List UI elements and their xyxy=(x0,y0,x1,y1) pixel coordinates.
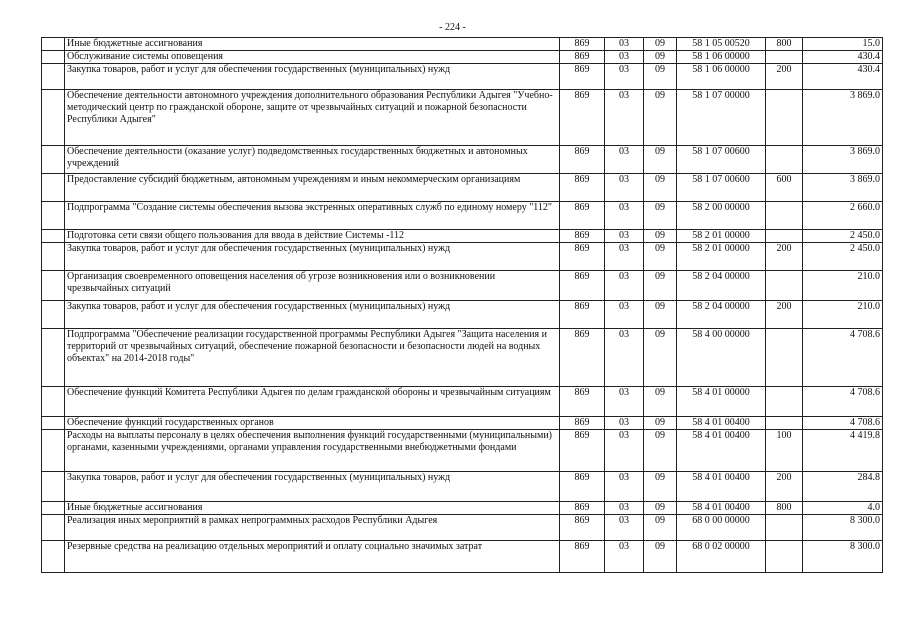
expense-type-cell: 600 xyxy=(766,174,803,202)
section-code-cell: 03 xyxy=(605,329,644,387)
subsection-code-cell: 09 xyxy=(644,51,677,64)
ministry-code-cell: 869 xyxy=(560,271,605,301)
amount-cell: 210.0 xyxy=(803,271,883,301)
empty-cell xyxy=(42,502,65,515)
amount-cell: 15.0 xyxy=(803,38,883,51)
target-article-cell: 58 1 07 00600 xyxy=(677,146,766,174)
subsection-code-cell: 09 xyxy=(644,38,677,51)
section-code-cell: 03 xyxy=(605,301,644,329)
item-name-cell: Иные бюджетные ассигнования xyxy=(65,502,560,515)
item-name-cell: Подпрограмма "Обеспечение реализации государственной программы Республики Адыгея "Защита населения и территорий от чрезвычайных ситуаций, обеспечение пожарной безопасности и безопасности людей на водных объектах" на 2014-2018 годы" xyxy=(65,329,560,387)
target-article-cell: 58 1 06 00000 xyxy=(677,64,766,90)
amount-cell: 4.0 xyxy=(803,502,883,515)
table-row xyxy=(42,146,883,174)
ministry-code-cell: 869 xyxy=(560,472,605,502)
table-row xyxy=(42,515,883,541)
target-article-cell: 58 4 01 00400 xyxy=(677,502,766,515)
ministry-code-cell: 869 xyxy=(560,64,605,90)
target-article-cell: 58 2 01 00000 xyxy=(677,243,766,271)
section-code-cell: 03 xyxy=(605,243,644,271)
target-article-cell: 58 4 00 00000 xyxy=(677,329,766,387)
target-article-cell: 58 4 01 00400 xyxy=(677,430,766,472)
subsection-code-cell: 09 xyxy=(644,243,677,271)
expense-type-cell: 200 xyxy=(766,301,803,329)
section-code-cell: 03 xyxy=(605,430,644,472)
item-name-cell: Обеспечение функций Комитета Республики Адыгея по делам гражданской обороны и чрезвычайным ситуациям xyxy=(65,387,560,417)
subsection-code-cell: 09 xyxy=(644,90,677,146)
ministry-code-cell: 869 xyxy=(560,174,605,202)
item-name-cell: Расходы на выплаты персоналу в целях обеспечения выполнения функций государственными (муниципальными) органами, казенными учреждениями, органами управления государственными внебюджетными фондами xyxy=(65,430,560,472)
section-code-cell: 03 xyxy=(605,541,644,573)
empty-cell xyxy=(42,202,65,230)
amount-cell: 4 708.6 xyxy=(803,329,883,387)
subsection-code-cell: 09 xyxy=(644,430,677,472)
target-article-cell: 58 4 01 00000 xyxy=(677,387,766,417)
expense-type-cell xyxy=(766,387,803,417)
table-row xyxy=(42,387,883,417)
empty-cell xyxy=(42,90,65,146)
section-code-cell: 03 xyxy=(605,202,644,230)
table-row xyxy=(42,243,883,271)
subsection-code-cell: 09 xyxy=(644,472,677,502)
ministry-code-cell: 869 xyxy=(560,515,605,541)
expense-type-cell xyxy=(766,202,803,230)
subsection-code-cell: 09 xyxy=(644,329,677,387)
section-code-cell: 03 xyxy=(605,387,644,417)
section-code-cell: 03 xyxy=(605,515,644,541)
subsection-code-cell: 09 xyxy=(644,502,677,515)
expense-type-cell: 200 xyxy=(766,472,803,502)
subsection-code-cell: 09 xyxy=(644,146,677,174)
item-name-cell: Обеспечение деятельности (оказание услуг) подведомственных государственных бюджетных и автономных учреждений xyxy=(65,146,560,174)
item-name-cell: Закупка товаров, работ и услуг для обеспечения государственных (муниципальных) нужд xyxy=(65,243,560,271)
item-name-cell: Закупка товаров, работ и услуг для обеспечения государственных (муниципальных) нужд xyxy=(65,64,560,90)
empty-cell xyxy=(42,387,65,417)
section-code-cell: 03 xyxy=(605,472,644,502)
table-row xyxy=(42,301,883,329)
target-article-cell: 58 4 01 00400 xyxy=(677,417,766,430)
expense-type-cell xyxy=(766,541,803,573)
target-article-cell: 58 1 07 00000 xyxy=(677,90,766,146)
amount-cell: 2 450.0 xyxy=(803,230,883,243)
table-row xyxy=(42,230,883,243)
empty-cell xyxy=(42,64,65,90)
ministry-code-cell: 869 xyxy=(560,430,605,472)
empty-cell xyxy=(42,515,65,541)
section-code-cell: 03 xyxy=(605,146,644,174)
table-row xyxy=(42,472,883,502)
subsection-code-cell: 09 xyxy=(644,174,677,202)
table-row xyxy=(42,174,883,202)
target-article-cell: 58 1 06 00000 xyxy=(677,51,766,64)
ministry-code-cell: 869 xyxy=(560,90,605,146)
subsection-code-cell: 09 xyxy=(644,64,677,90)
amount-cell: 4 708.6 xyxy=(803,387,883,417)
amount-cell: 4 419.8 xyxy=(803,430,883,472)
ministry-code-cell: 869 xyxy=(560,417,605,430)
page-number: - 224 - xyxy=(439,22,466,33)
empty-cell xyxy=(42,51,65,64)
section-code-cell: 03 xyxy=(605,230,644,243)
target-article-cell: 58 1 07 00600 xyxy=(677,174,766,202)
subsection-code-cell: 09 xyxy=(644,387,677,417)
empty-cell xyxy=(42,301,65,329)
empty-cell xyxy=(42,38,65,51)
ministry-code-cell: 869 xyxy=(560,301,605,329)
section-code-cell: 03 xyxy=(605,174,644,202)
table-row xyxy=(42,51,883,64)
amount-cell: 3 869.0 xyxy=(803,174,883,202)
amount-cell: 4 708.6 xyxy=(803,417,883,430)
ministry-code-cell: 869 xyxy=(560,202,605,230)
amount-cell: 3 869.0 xyxy=(803,146,883,174)
expense-type-cell xyxy=(766,51,803,64)
amount-cell: 284.8 xyxy=(803,472,883,502)
target-article-cell: 58 2 00 00000 xyxy=(677,202,766,230)
expense-type-cell: 200 xyxy=(766,64,803,90)
subsection-code-cell: 09 xyxy=(644,515,677,541)
expense-type-cell: 200 xyxy=(766,243,803,271)
ministry-code-cell: 869 xyxy=(560,51,605,64)
item-name-cell: Подпрограмма "Создание системы обеспечения вызова экстренных оперативных служб по единому номеру "112" xyxy=(65,202,560,230)
subsection-code-cell: 09 xyxy=(644,301,677,329)
empty-cell xyxy=(42,417,65,430)
empty-cell xyxy=(42,230,65,243)
table-row xyxy=(42,38,883,51)
table-row xyxy=(42,502,883,515)
amount-cell: 2 660.0 xyxy=(803,202,883,230)
amount-cell: 3 869.0 xyxy=(803,90,883,146)
target-article-cell: 58 1 05 00520 xyxy=(677,38,766,51)
target-article-cell: 58 4 01 00400 xyxy=(677,472,766,502)
ministry-code-cell: 869 xyxy=(560,502,605,515)
table-row xyxy=(42,64,883,90)
item-name-cell: Обеспечение деятельности автономного учреждения дополнительного образования Республики Адыгея "Учебно-методический центр по гражданской обороне, защите от чрезвычайных ситуаций и пожарной безопасности Республики Адыгея" xyxy=(65,90,560,146)
section-code-cell: 03 xyxy=(605,64,644,90)
empty-cell xyxy=(42,472,65,502)
item-name-cell: Предоставление субсидий бюджетным, автономным учреждениям и иным некоммерческим организациям xyxy=(65,174,560,202)
item-name-cell: Обеспечение функций государственных органов xyxy=(65,417,560,430)
section-code-cell: 03 xyxy=(605,51,644,64)
target-article-cell: 58 2 04 00000 xyxy=(677,301,766,329)
empty-cell xyxy=(42,146,65,174)
empty-cell xyxy=(42,541,65,573)
section-code-cell: 03 xyxy=(605,417,644,430)
section-code-cell: 03 xyxy=(605,502,644,515)
amount-cell: 430.4 xyxy=(803,51,883,64)
subsection-code-cell: 09 xyxy=(644,202,677,230)
target-article-cell: 68 0 00 00000 xyxy=(677,515,766,541)
expense-type-cell xyxy=(766,230,803,243)
table-row xyxy=(42,541,883,573)
expense-type-cell xyxy=(766,329,803,387)
expense-type-cell xyxy=(766,146,803,174)
empty-cell xyxy=(42,174,65,202)
item-name-cell: Резервные средства на реализацию отдельных мероприятий и оплату социально значимых затрат xyxy=(65,541,560,573)
table-row xyxy=(42,90,883,146)
ministry-code-cell: 869 xyxy=(560,387,605,417)
subsection-code-cell: 09 xyxy=(644,271,677,301)
empty-cell xyxy=(42,243,65,271)
empty-cell xyxy=(42,271,65,301)
subsection-code-cell: 09 xyxy=(644,230,677,243)
section-code-cell: 03 xyxy=(605,271,644,301)
expense-type-cell: 100 xyxy=(766,430,803,472)
amount-cell: 210.0 xyxy=(803,301,883,329)
empty-cell xyxy=(42,430,65,472)
target-article-cell: 58 2 01 00000 xyxy=(677,230,766,243)
table-row xyxy=(42,329,883,387)
ministry-code-cell: 869 xyxy=(560,230,605,243)
expense-type-cell: 800 xyxy=(766,38,803,51)
ministry-code-cell: 869 xyxy=(560,541,605,573)
amount-cell: 8 300.0 xyxy=(803,541,883,573)
target-article-cell: 58 2 04 00000 xyxy=(677,271,766,301)
section-code-cell: 03 xyxy=(605,38,644,51)
ministry-code-cell: 869 xyxy=(560,146,605,174)
target-article-cell: 68 0 02 00000 xyxy=(677,541,766,573)
ministry-code-cell: 869 xyxy=(560,38,605,51)
budget-table xyxy=(41,37,883,573)
item-name-cell: Обслуживание системы оповещения xyxy=(65,51,560,64)
ministry-code-cell: 869 xyxy=(560,243,605,271)
expense-type-cell xyxy=(766,417,803,430)
table-row xyxy=(42,417,883,430)
amount-cell: 2 450.0 xyxy=(803,243,883,271)
subsection-code-cell: 09 xyxy=(644,417,677,430)
amount-cell: 8 300.0 xyxy=(803,515,883,541)
expense-type-cell xyxy=(766,515,803,541)
table-row xyxy=(42,430,883,472)
table-row xyxy=(42,271,883,301)
item-name-cell: Закупка товаров, работ и услуг для обеспечения государственных (муниципальных) нужд xyxy=(65,301,560,329)
item-name-cell: Подготовка сети связи общего пользования для ввода в действие Системы -112 xyxy=(65,230,560,243)
expense-type-cell xyxy=(766,90,803,146)
item-name-cell: Организация своевременного оповещения населения об угрозе возникновения или о возникновении чрезвычайных ситуаций xyxy=(65,271,560,301)
subsection-code-cell: 09 xyxy=(644,541,677,573)
expense-type-cell: 800 xyxy=(766,502,803,515)
table-row xyxy=(42,202,883,230)
section-code-cell: 03 xyxy=(605,90,644,146)
amount-cell: 430.4 xyxy=(803,64,883,90)
item-name-cell: Реализация иных мероприятий в рамках непрограммных расходов Республики Адыгея xyxy=(65,515,560,541)
item-name-cell: Закупка товаров, работ и услуг для обеспечения государственных (муниципальных) нужд xyxy=(65,472,560,502)
empty-cell xyxy=(42,329,65,387)
item-name-cell: Иные бюджетные ассигнования xyxy=(65,38,560,51)
expense-type-cell xyxy=(766,271,803,301)
ministry-code-cell: 869 xyxy=(560,329,605,387)
